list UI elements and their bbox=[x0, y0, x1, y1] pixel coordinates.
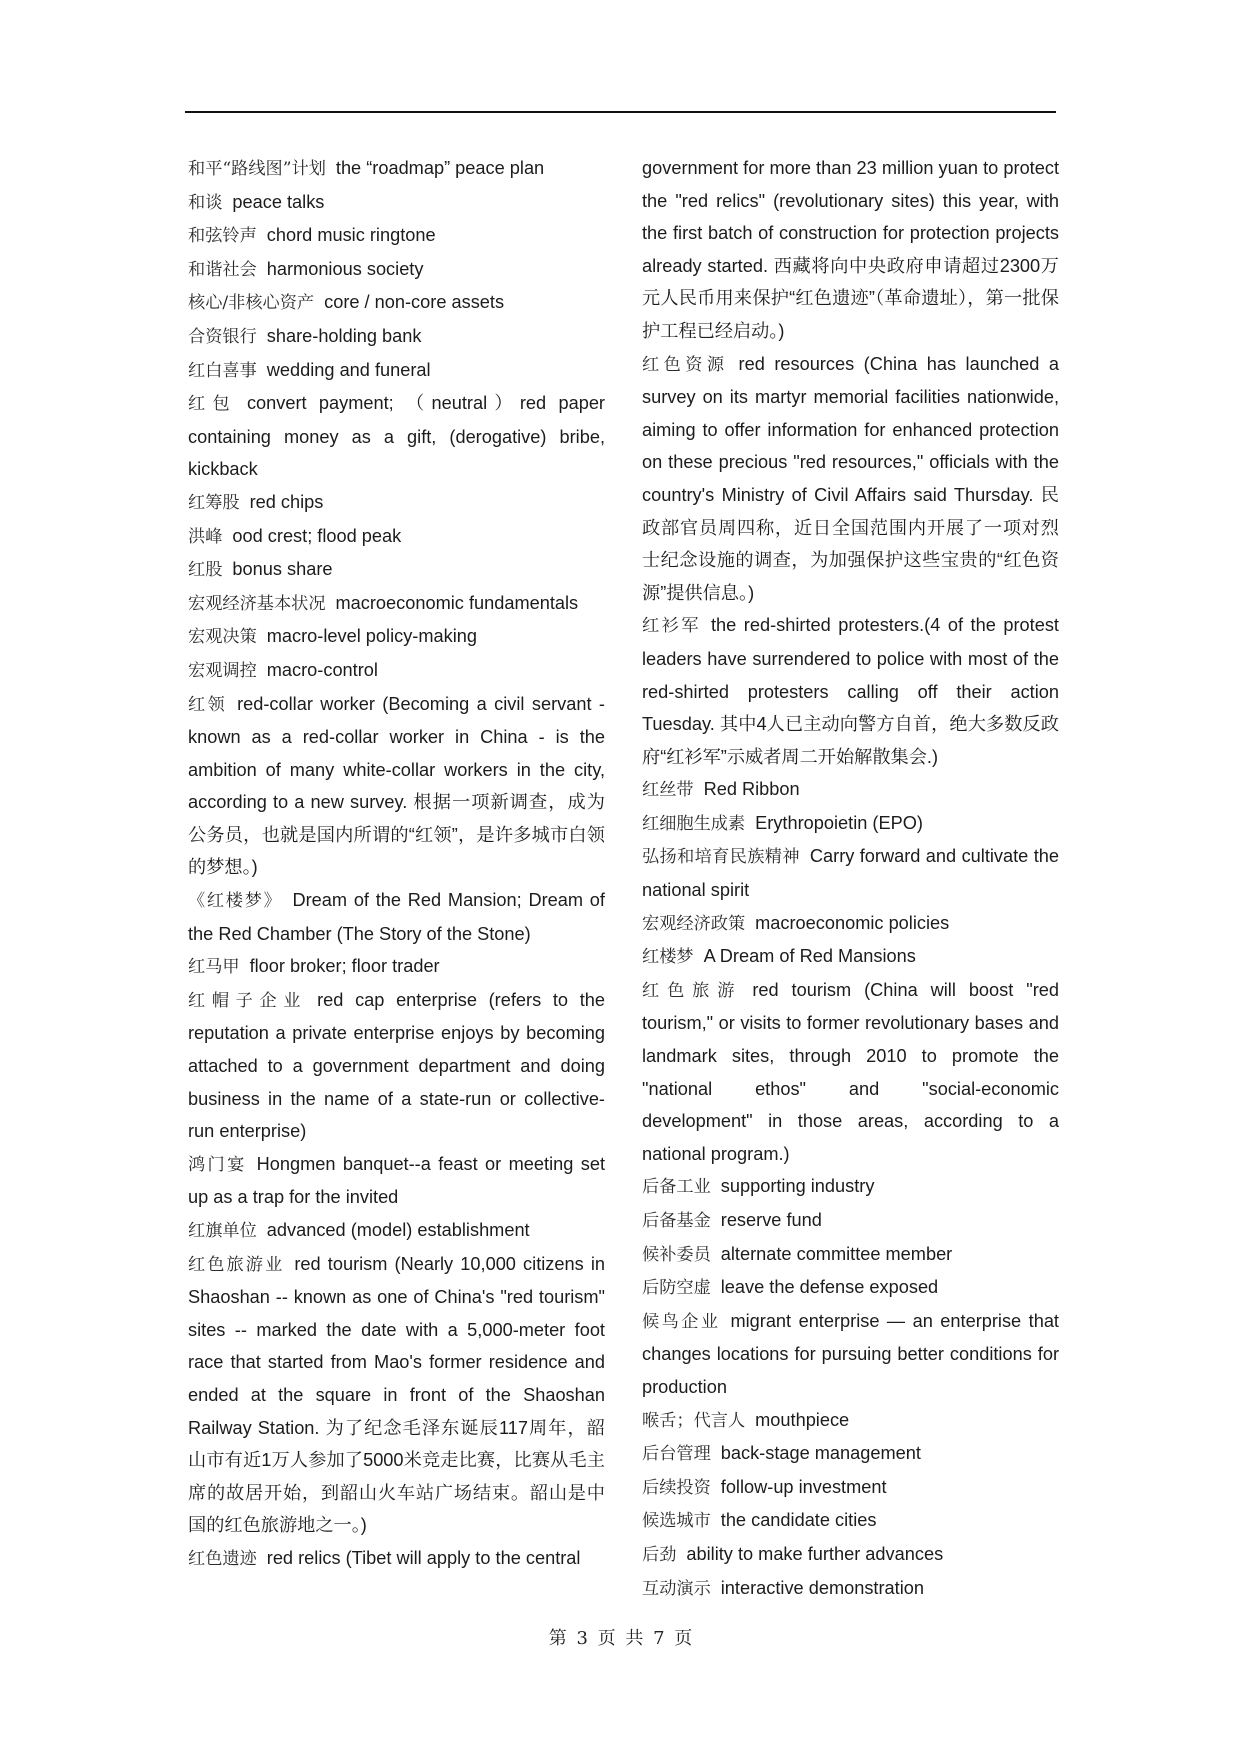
english-translation: bonus share bbox=[232, 559, 333, 580]
english-translation: mouthpiece bbox=[755, 1409, 850, 1430]
chinese-term: 和弦铃声 bbox=[188, 226, 257, 247]
english-translation: convert payment; （neutral）red paper containing money as a gift, (derogative) bribe, kickback bbox=[188, 393, 605, 480]
chinese-term: 候选城市 bbox=[642, 1511, 711, 1532]
chinese-term: 弘扬和培育民族精神 bbox=[642, 847, 800, 868]
glossary-entry bbox=[188, 654, 605, 688]
glossary-entry bbox=[188, 486, 605, 520]
english-translation: macro-level policy-making bbox=[266, 626, 477, 647]
glossary-entry bbox=[642, 1437, 1059, 1471]
chinese-term: 红马甲 bbox=[188, 957, 240, 978]
glossary-entry bbox=[642, 152, 1059, 348]
glossary-entry bbox=[642, 1404, 1059, 1438]
chinese-term: 宏观经济政策 bbox=[642, 913, 746, 934]
chinese-term: 和谈 bbox=[188, 192, 223, 213]
chinese-term: 红色旅游 bbox=[642, 980, 743, 1001]
english-translation: A Dream of Red Mansions bbox=[703, 946, 916, 967]
english-translation: interactive demonstration bbox=[720, 1577, 924, 1598]
chinese-term: 后劲 bbox=[642, 1544, 677, 1565]
glossary-entry bbox=[642, 1504, 1059, 1538]
chinese-term: 鸿门宴 bbox=[188, 1154, 247, 1175]
english-translation: wedding and funeral bbox=[266, 359, 431, 380]
glossary-entry bbox=[188, 354, 605, 388]
chinese-term: 红包 bbox=[188, 394, 237, 415]
glossary-entry bbox=[642, 1170, 1059, 1204]
english-translation: back-stage management bbox=[720, 1443, 921, 1464]
glossary-entry bbox=[188, 1214, 605, 1248]
glossary-entry bbox=[642, 1238, 1059, 1272]
english-translation: the candidate cities bbox=[720, 1510, 877, 1531]
glossary-entry bbox=[642, 609, 1059, 773]
english-translation: Hongmen banquet--a feast or meeting set up as a trap for the invited bbox=[188, 1153, 605, 1208]
english-translation: peace talks bbox=[232, 191, 325, 212]
glossary-column-left bbox=[188, 152, 605, 1576]
chinese-term: 红股 bbox=[188, 560, 223, 581]
english-translation: government for more than 23 million yuan to protect the "red relics" (revolutionary sites) this year, with the first batch of construction for protection projects already started. 西藏将向中央政府申请超过2300万元人民币用来保护“红色遗迹”（革命遗址），第一批保护工程已经启动。) bbox=[642, 158, 1059, 341]
glossary-entry bbox=[188, 320, 605, 354]
chinese-term: 宏观经济基本状况 bbox=[188, 593, 326, 614]
glossary-entry bbox=[642, 1572, 1059, 1606]
glossary-entry bbox=[188, 219, 605, 253]
english-translation: floor broker; floor trader bbox=[249, 956, 440, 977]
glossary-entry bbox=[642, 1204, 1059, 1238]
english-translation: share-holding bank bbox=[266, 325, 422, 346]
glossary-entry bbox=[642, 1305, 1059, 1404]
english-translation: red tourism (Nearly 10,000 citizens in Shaoshan -- known as one of China's "red tourism" sites -- marked the date with a 5,000-meter foot race that started from Mao's former residence and ended at the square in front of the Shaoshan Railway Station. 为了纪念毛泽东诞辰117周年，韶山市有近1万人参加了5000米竞走比赛，比赛从毛主席的故居开始，到韶山火车站广场结束。韶山是中国的红色旅游地之一。) bbox=[188, 1253, 605, 1536]
chinese-term: 后续投资 bbox=[642, 1477, 711, 1498]
english-translation: Erythropoietin (EPO) bbox=[755, 812, 923, 833]
glossary-entry bbox=[642, 940, 1059, 974]
english-translation: red-collar worker (Becoming a civil servant - known as a red-collar worker in China - is the ambition of many white-collar workers in the city, according to a new survey. 根据一项新调查，成为公务员，也就是国内所谓的“红领”，是许多城市白领的梦想。) bbox=[188, 693, 605, 878]
english-translation: ood crest; flood peak bbox=[232, 525, 402, 546]
chinese-term: 后台管理 bbox=[642, 1444, 711, 1465]
glossary-entry bbox=[188, 884, 605, 950]
english-translation: migrant enterprise — an enterprise that changes locations for pursuing better conditions for production bbox=[642, 1310, 1059, 1397]
english-translation: reserve fund bbox=[720, 1210, 822, 1230]
chinese-term: 红白喜事 bbox=[188, 360, 257, 381]
glossary-entry bbox=[642, 807, 1059, 841]
glossary-entry bbox=[642, 1271, 1059, 1305]
glossary-column-right bbox=[642, 152, 1059, 1605]
english-translation: core / non-core assets bbox=[324, 292, 505, 313]
english-translation: Red Ribbon bbox=[703, 779, 800, 800]
chinese-term: 宏观调控 bbox=[188, 660, 257, 681]
glossary-entry bbox=[642, 773, 1059, 807]
glossary-entry bbox=[188, 286, 605, 320]
english-translation: Dream of the Red Mansion; Dream of the Red Chamber (The Story of the Stone) bbox=[188, 890, 605, 944]
english-translation: chord music ringtone bbox=[266, 225, 436, 246]
glossary-entry bbox=[188, 186, 605, 220]
glossary-entry bbox=[188, 1542, 605, 1576]
english-translation: macroeconomic fundamentals bbox=[335, 592, 579, 613]
chinese-term: 候补委员 bbox=[642, 1244, 711, 1265]
chinese-term: 红色遗迹 bbox=[188, 1548, 257, 1569]
english-translation: ability to make further advances bbox=[686, 1543, 944, 1564]
english-translation: red tourism (China will boost "red tourism," or visits to former revolutionary bases and landmark sites, through 2010 to promote the "national ethos" and "social-economic development" in those areas, according to a national program.) bbox=[642, 979, 1059, 1164]
chinese-term: 洪峰 bbox=[188, 526, 223, 547]
page-number-label: 第 3 页 共 7 页 bbox=[548, 1628, 693, 1649]
chinese-term: 互动演示 bbox=[642, 1578, 711, 1599]
chinese-term: 红丝带 bbox=[642, 780, 694, 801]
chinese-term: 红色资源 bbox=[642, 354, 729, 375]
english-translation: the red-shirted protesters.(4 of the protest leaders have surrendered to police with most of the red-shirted protesters calling off their action Tuesday. 其中4人已主动向警方自首，绝大多数反政府“红衫军”示威者周二开始解散集会.) bbox=[642, 615, 1059, 767]
chinese-term: 红楼梦 bbox=[642, 947, 694, 968]
english-translation: red chips bbox=[249, 491, 324, 512]
chinese-term: 合资银行 bbox=[188, 326, 257, 347]
glossary-entry bbox=[188, 520, 605, 554]
chinese-term: 和平“路线图”计划 bbox=[188, 159, 326, 179]
glossary-entry bbox=[188, 553, 605, 587]
english-translation: harmonious society bbox=[266, 258, 424, 279]
glossary-entry bbox=[188, 688, 605, 885]
english-translation: Carry forward and cultivate the national spirit bbox=[642, 846, 1059, 901]
english-translation: red relics (Tibet will apply to the central bbox=[266, 1547, 581, 1568]
chinese-term: 红衫军 bbox=[642, 616, 701, 637]
english-translation: red cap enterprise (refers to the reputation a private enterprise enjoys by becoming attached to a government department and doing business in the name of a state-run or collective-run enterprise) bbox=[188, 989, 605, 1142]
chinese-term: 红筹股 bbox=[188, 492, 240, 513]
english-translation: supporting industry bbox=[720, 1176, 875, 1197]
page-footer bbox=[0, 1624, 1241, 1650]
glossary-entry bbox=[642, 1538, 1059, 1572]
english-translation: the “roadmap” peace plan bbox=[335, 158, 545, 178]
chinese-term: 喉舌；代言人 bbox=[642, 1410, 746, 1431]
chinese-term: 宏观决策 bbox=[188, 627, 257, 648]
glossary-entry bbox=[188, 620, 605, 654]
chinese-term: 红帽子企业 bbox=[188, 990, 308, 1011]
chinese-term: 红细胞生成素 bbox=[642, 813, 746, 834]
glossary-entry bbox=[642, 348, 1059, 610]
english-translation: alternate committee member bbox=[720, 1243, 953, 1264]
chinese-term: 《红楼梦》 bbox=[188, 891, 283, 912]
glossary-entry bbox=[642, 974, 1059, 1171]
glossary-entry bbox=[188, 1148, 605, 1214]
english-translation: advanced (model) establishment bbox=[266, 1220, 530, 1240]
chinese-term: 核心/非核心资产 bbox=[188, 293, 315, 314]
glossary-entry bbox=[642, 1471, 1059, 1505]
glossary-entry bbox=[188, 1248, 605, 1542]
glossary-entry bbox=[188, 152, 605, 186]
english-translation: macroeconomic policies bbox=[755, 912, 950, 933]
glossary-entry bbox=[642, 840, 1059, 906]
english-translation: follow-up investment bbox=[720, 1476, 887, 1497]
english-translation: macro-control bbox=[266, 659, 378, 680]
chinese-term: 后防空虚 bbox=[642, 1278, 711, 1299]
glossary-entry bbox=[188, 253, 605, 287]
english-translation: leave the defense exposed bbox=[720, 1277, 939, 1298]
english-translation: red resources (China has launched a survey on its martyr memorial facilities nationwide, aiming to offer information for enhanced protection on these precious "red resources," officials with the country's Ministry of Civil Affairs said Thursday. 民政部官员周四称，近日全国范围内开展了一项对烈士纪念设施的调查，为加强保护这些宝贵的“红色资源”提供信息。) bbox=[642, 353, 1059, 603]
chinese-term: 红色旅游业 bbox=[188, 1254, 285, 1275]
glossary-entry bbox=[642, 907, 1059, 941]
glossary-entry bbox=[188, 984, 605, 1148]
chinese-term: 后备工业 bbox=[642, 1177, 711, 1198]
glossary-entry bbox=[188, 387, 605, 486]
chinese-term: 后备基金 bbox=[642, 1211, 711, 1231]
chinese-term: 候鸟企业 bbox=[642, 1311, 721, 1332]
chinese-term: 和谐社会 bbox=[188, 259, 257, 280]
chinese-term: 红旗单位 bbox=[188, 1221, 257, 1241]
glossary-entry bbox=[188, 950, 605, 984]
chinese-term: 红领 bbox=[188, 694, 228, 715]
glossary-entry bbox=[188, 587, 605, 621]
header-rule bbox=[185, 111, 1056, 113]
